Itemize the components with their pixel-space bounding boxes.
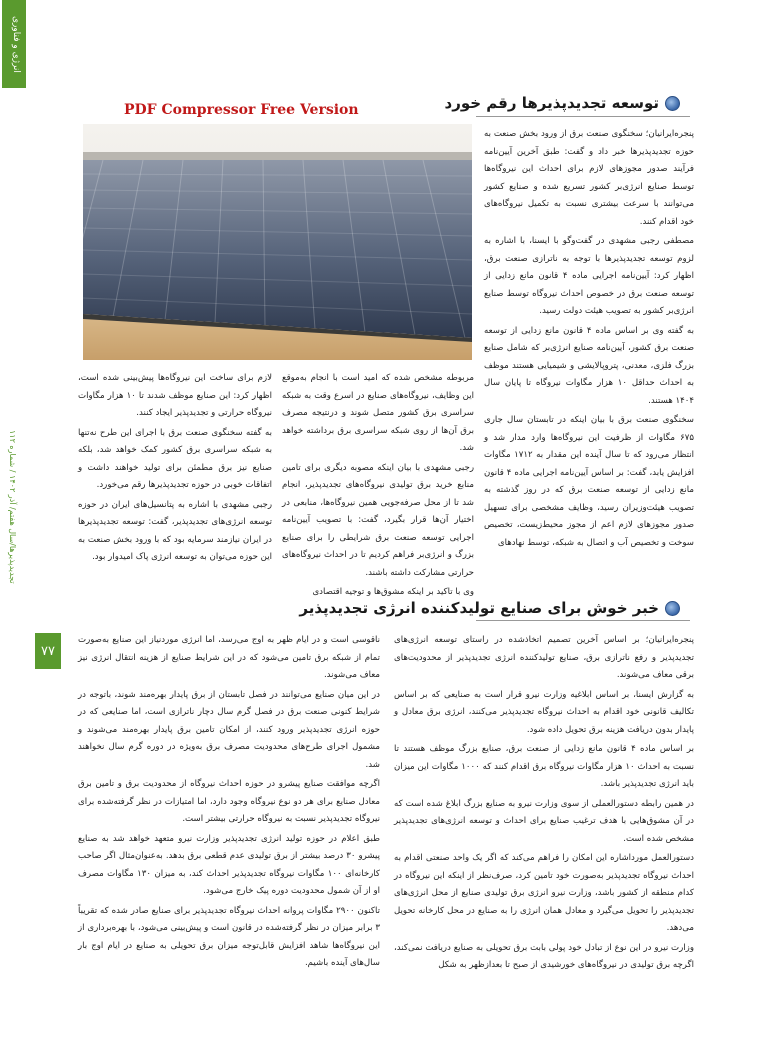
globe-bullet-icon xyxy=(665,601,680,616)
solar-panels-photo xyxy=(83,124,472,360)
paragraph: رجبی مشهدی با بیان اینکه مصوبه دیگری برای تامین منابع خرید برق تولیدی نیروگاه‌های تجدیدپذیر، انجام شد تا از محل صرفه‌جویی همین نیروگاه‌ها، منابعی در اختیار آن‌ها قرار بگیرد، گفت: با تصویب آیین‌نامه اجرایی توسعه صنعت برق شرایطی را برای صنایع بزرگ و انرژی‌بر فراهم کردیم تا در احداث نیروگاه‌های حرارتی مشارکت داشته باشند. xyxy=(282,462,474,578)
paragraph: به گفته سخنگوی صنعت برق با اجرای این طرح نه‌تنها به شبکه سراسری برق کشور کمک خواهد شد، بلکه صنایع نیز برق مطمئن برای تولید خواهند داشت و اتفاقات خوبی در حوزه تجدیدپذیرها رقم می‌خورد. xyxy=(78,427,272,490)
paragraph: در همین رابطه دستورالعملی از سوی وزارت نیرو به صنایع بزرگ ابلاغ شده است که در آن مشوق‌هایی با هدف ترغیب صنایع برای احداث و توسعه انرژی‌های تجدیدپذیر مشخص شده است. xyxy=(394,798,694,844)
paragraph: به گفته وی بر اساس ماده ۴ قانون مانع زدایی از توسعه صنعت برق کشور، آیین‌نامه صنایع انرژی‌بر که شامل صنایع بزرگ فلزی، معدنی، پتروپالایشی و شیمیایی هستند موظف به احداث حداقل ۱۰ هزار مگاوات نیروگاه تا پایان سال ۱۴۰۴ هستند. xyxy=(484,325,694,406)
title-underline xyxy=(476,116,690,117)
article1-left-column xyxy=(78,370,272,588)
title-underline xyxy=(476,620,690,621)
paragraph: مربوطه مشخص شده که امید است با انجام به‌موقع این وظایف، نیروگاه‌های صنایع در اسرع وقت به شبکه سراسری برق کشور متصل شوند و درنتیجه مصرف برق آن‌ها از روی شبکه سراسری برق برداشته خواهد شد. xyxy=(282,373,474,453)
article1-title-text: توسعه تجدیدپذیرها رقم خورد xyxy=(444,94,659,112)
paragraph: سخنگوی صنعت برق با بیان اینکه در تابستان سال جاری ۶۷۵ مگاوات از ظرفیت این نیروگاه‌ها وارد مدار شد و انتظار می‌رود که تا سال آینده این مقدار به ۱۷۱۲ مگاوات افزایش یابد، گفت: بر اساس آیین‌نامه اجرایی ماده ۴ قانون مانع زدایی از توسعه صنعت برق که در روز گذشته به تصویب هیئت‌وزیران رسید، وظایف مشخصی برای تسهیل صدور مجوزهای لازم اعم از مجوز محیط‌زیست، تخصیص سوخت و تخصیص آب و اتصال به شبکه، توسط نهادهای xyxy=(484,415,694,548)
issue-info: تجدیدپذیرها/سال هفتم/ آذر ۱۴۰۲ / شماره ۱۱۲ xyxy=(8,430,17,584)
globe-bullet-icon xyxy=(665,96,680,111)
page-number: ۷۷ xyxy=(35,633,61,669)
paragraph: پنجره‌ایرانیان؛ سخنگوی صنعت برق از ورود بخش صنعت به حوزه تجدیدپذیرها خبر داد و گفت: طبق آخرین آیین‌نامه فرآیند صدور مجوزهای لازم برای احداث این نیروگاه‌ها توسط صنایع انرژی‌بر کشور تسریع شده و صنایع کشور می‌توانند با سرعت بیشتری نسبت به تکمیل نیروگاه‌های خود اقدام کنند. xyxy=(484,129,694,227)
paragraph: وزارت نیرو در این نوع از تبادل خود پولی بابت برق تحویلی به صنایع دریافت نمی‌کند، اگرچه برق تولیدی در نیروگاه‌های خورشیدی از صبح تا بعدازظهر به شکل xyxy=(394,942,694,970)
paragraph: مصطفی رجبی مشهدی در گفت‌وگو با ایسنا، با اشاره به لزوم توسعه تجدیدپذیرها با توجه به ناترازی صنعت برق، اظهار کرد: آیین‌نامه اجرایی ماده ۴ قانون مانع زدایی از توسعه صنعت برق در خصوص احداث نیروگاه توسط صنایع انرژی‌بر کشور به تصویب هیئت دولت رسید. xyxy=(484,236,694,316)
article1-right-column xyxy=(484,126,694,588)
paragraph: طبق اعلام در حوزه تولید انرژی تجدیدپذیر وزارت نیرو متعهد خواهد شد به صنایع پیشرو ۳۰ درصد بیشتر از برق تولیدی عدم قطعی برق بدهد. به‌عنوان‌مثال اگر صاحب کارخانه‌ای ۱۰۰ مگاوات نیروگاه تجدیدپذیر احداث کند، به میزان ۱۳۰ مگاوات مصرف او از آن شمول محدودیت دوره پیک خارج می‌شود. xyxy=(78,833,380,896)
section-label: انرژی و فناوری xyxy=(11,15,21,73)
article1-title xyxy=(445,94,680,112)
section-tab xyxy=(2,0,26,88)
paragraph: وی با تاکید بر اینکه مشوق‌ها و توجیه اقتصادی xyxy=(312,587,474,597)
paragraph: تاکنون ۲۹۰۰ مگاوات پروانه احداث نیروگاه تجدیدپذیر برای صنایع صادر شده که تقریباً ۳ برابر میزان در نظر گرفته‌شده در قانون است و پیش‌بینی می‌شود، با بهره‌برداری از این نیروگاه‌ها شاهد افزایش قابل‌توجه میزان برق تحویلی به صنایع در ایام اوج بار سال‌های آینده باشیم. xyxy=(78,905,380,968)
paragraph: ناقوسی است و در ایام ظهر به اوج می‌رسد، اما انرژی موردنیاز این صنایع به‌صورت تمام از شبکه برق تامین می‌شود که در این شرایط صنایع از هزینه انتقال انرژی نیز معاف می‌شوند. xyxy=(78,635,380,680)
page-sidebar xyxy=(0,0,40,1045)
article1-middle-column xyxy=(282,370,474,597)
article2-title xyxy=(299,599,680,617)
paragraph: اگرچه موافقت صنایع پیشرو در حوزه احداث نیروگاه از محدودیت برق و تامین برق معادل صنایع برای هر دو نوع نیروگاه وجود دارد، اما امتیازات در نظر گرفته‌شده برای نیروگاه تجدیدپذیر نسبت به نیروگاه حرارتی بیشتر است. xyxy=(78,779,380,824)
article2-right-column xyxy=(394,632,694,974)
paragraph: دستورالعمل مورداشاره این امکان را فراهم می‌کند که اگر یک واحد صنعتی اقدام به احداث نیروگاه تجدیدپذیر به‌صورت خود تامین کرد، صرف‌نظر از اینکه این نیروگاه در کدام منطقه از کشور باشد، وزارت نیرو انرژی برق تولیدی صنایع از محل انرژی‌های تجدیدپذیر را تحویل می‌گیرد و معادل همان انرژی را به صنایع در محل کارخانه تحویل می‌دهد. xyxy=(394,853,694,933)
paragraph: پنجره‌ایرانیان؛ بر اساس آخرین تصمیم اتخاذشده در راستای توسعه انرژی‌های تجدیدپذیر و رفع ناترازی برق، صنایع تولیدکننده انرژی تجدیدپذیر از محدودیت‌های برقی معاف می‌شوند. xyxy=(394,635,694,680)
paragraph: رجبی مشهدی با اشاره به پتانسیل‌های ایران در حوزه توسعه انرژی‌های تجدیدپذیر، گفت: توسعه تجدیدپذیرها در ایران نیازمند سرمایه بود که با ورود بخش صنعت به این حوزه می‌توان به توسعه انرژی پاک امیدوار بود. xyxy=(78,499,272,562)
article2-left-column xyxy=(78,632,380,974)
paragraph: لازم برای ساخت این نیروگاه‌ها پیش‌بینی شده است، اظهار کرد: این صنایع موظف شدند تا ۱۰ هزار مگاوات نیروگاه حرارتی و تجدیدپذیر ایجاد کنند. xyxy=(78,373,272,418)
paragraph: در این میان صنایع می‌توانند در فصل تابستان از برق پایدار بهره‌مند شوند، باتوجه در شرایط کنونی صنعت برق در فصل گرم سال دچار ناترازی است، اما صنایعی که در حوزه انرژی تجدیدپذیر ورود کنند، از امکان تامین برق پایدار بهره‌مند می‌شوند و مشمول اجرای طرح‌های محدودیت مصرف برق به‌ویژه در دوره گرم سال نخواهند شد. xyxy=(78,689,380,770)
article2-title-text: خبر خوش برای صنایع تولیدکننده انرژی تجدیدپذیر xyxy=(299,599,659,617)
paragraph: به گزارش ایسنا، بر اساس ابلاغیه وزارت نیرو قرار است به صنایعی که بر اساس تکالیف قانونی خود اقدام به احداث نیروگاه تجدیدپذیر می‌کنند، انرژی برق معادل و پایدار بدون دریافت هزینه برق تحویل داده شود. xyxy=(394,689,694,735)
paragraph: بر اساس ماده ۴ قانون مانع زدایی از صنعت برق، صنایع بزرگ موظف هستند تا نسبت به احداث ۱۰ هزار مگاوات نیروگاه برق اقدام کنند که ۱۰۰۰ مگاوات این میزان باید انرژی تجدیدپذیر باشد. xyxy=(394,744,695,789)
solar-panels-illustration xyxy=(83,124,472,360)
watermark-text: PDF Compressor Free Version xyxy=(124,102,359,118)
